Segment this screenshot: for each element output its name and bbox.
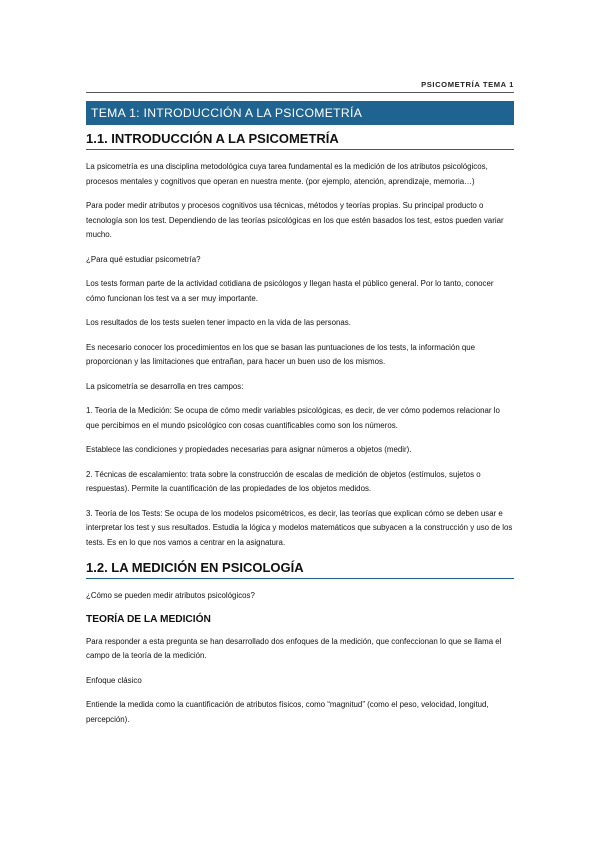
- paragraph: Enfoque clásico: [86, 675, 142, 685]
- paragraph: Los resultados de los tests suelen tener impacto en la vida de las personas.: [86, 318, 351, 327]
- paragraph: La psicometría es una disciplina metodológica cuya tarea fundamental es la medición de los atributos psicológicos, procesos mentales y cognitivos que operan en nuestra mente. (por ejemplo, atención, aprendizaje, memoria…): [86, 162, 488, 186]
- paragraph: La psicometría se desarrolla en tres campos:: [86, 381, 244, 391]
- paragraph: 1. Teoría de la Medición: Se ocupa de cómo medir variables psicológicas, es decir, de ver cómo podemos relacionar lo que percibimos en el mundo psicológico con cosas cuantificables como son los números.: [86, 406, 500, 430]
- paragraph: Para responder a esta pregunta se han desarrollado dos enfoques de la medición, que confeccionan lo que se llama el campo de la teoría de la medición.: [86, 636, 502, 660]
- section-heading-1-2: 1.2. LA MEDICIÓN EN PSICOLOGÍA: [86, 560, 514, 579]
- running-header: PSICOMETRÍA TEMA 1: [86, 80, 514, 93]
- paragraph: ¿Cómo se pueden medir atributos psicológicos?: [86, 591, 255, 600]
- chapter-title-bar: TEMA 1: INTRODUCCIÓN A LA PSICOMETRÍA: [86, 101, 514, 125]
- paragraph: ¿Para qué estudiar psicometría?: [86, 254, 201, 264]
- subheading: TEORÍA DE LA MEDICIÓN: [86, 613, 211, 625]
- paragraph: Establece las condiciones y propiedades necesarias para asignar números a objetos (medir).: [86, 445, 412, 454]
- document-content: [86, 131, 514, 727]
- paragraph: Para poder medir atributos y procesos cognitivos usa técnicas, métodos y teorías propias. Su principal producto o tecnología son los test. Dependiendo de las teorías psicológicas en los que estén basados los test, estos pueden variar mucho.: [86, 201, 504, 239]
- paragraph: Los tests forman parte de la actividad cotidiana de psicólogos y llegan hasta el público general. Por lo tanto, conocer cómo funcionan los test va a ser muy importante.: [86, 279, 494, 303]
- paragraph: 2. Técnicas de escalamiento: trata sobre la construcción de escalas de medición de objetos (estímulos, sujetos o respuestas). Permite la cuantificación de las propiedades de los objetos medidos.: [86, 469, 481, 493]
- section-heading-1-1: 1.1. INTRODUCCIÓN A LA PSICOMETRÍA: [86, 131, 514, 150]
- paragraph: 3. Teoría de los Tests: Se ocupa de los modelos psicométricos, es decir, las teorías que explican cómo se deben usar e interpretar los test y sus resultados. Estudia la lógica y modelos matemáticos que subyacen a la construcción y uso de los tests. Es en lo que nos vamos a centrar en la asignatura.: [86, 508, 513, 547]
- paragraph: Entiende la medida como la cuantificación de atributos físicos, como “magnitud” (como el peso, velocidad, longitud, percepción).: [86, 700, 489, 724]
- paragraph: Es necesario conocer los procedimientos en los que se basan las puntuaciones de los tests, la información que proporcionan y las limitaciones que entrañan, para hacer un buen uso de los mismos.: [86, 342, 476, 366]
